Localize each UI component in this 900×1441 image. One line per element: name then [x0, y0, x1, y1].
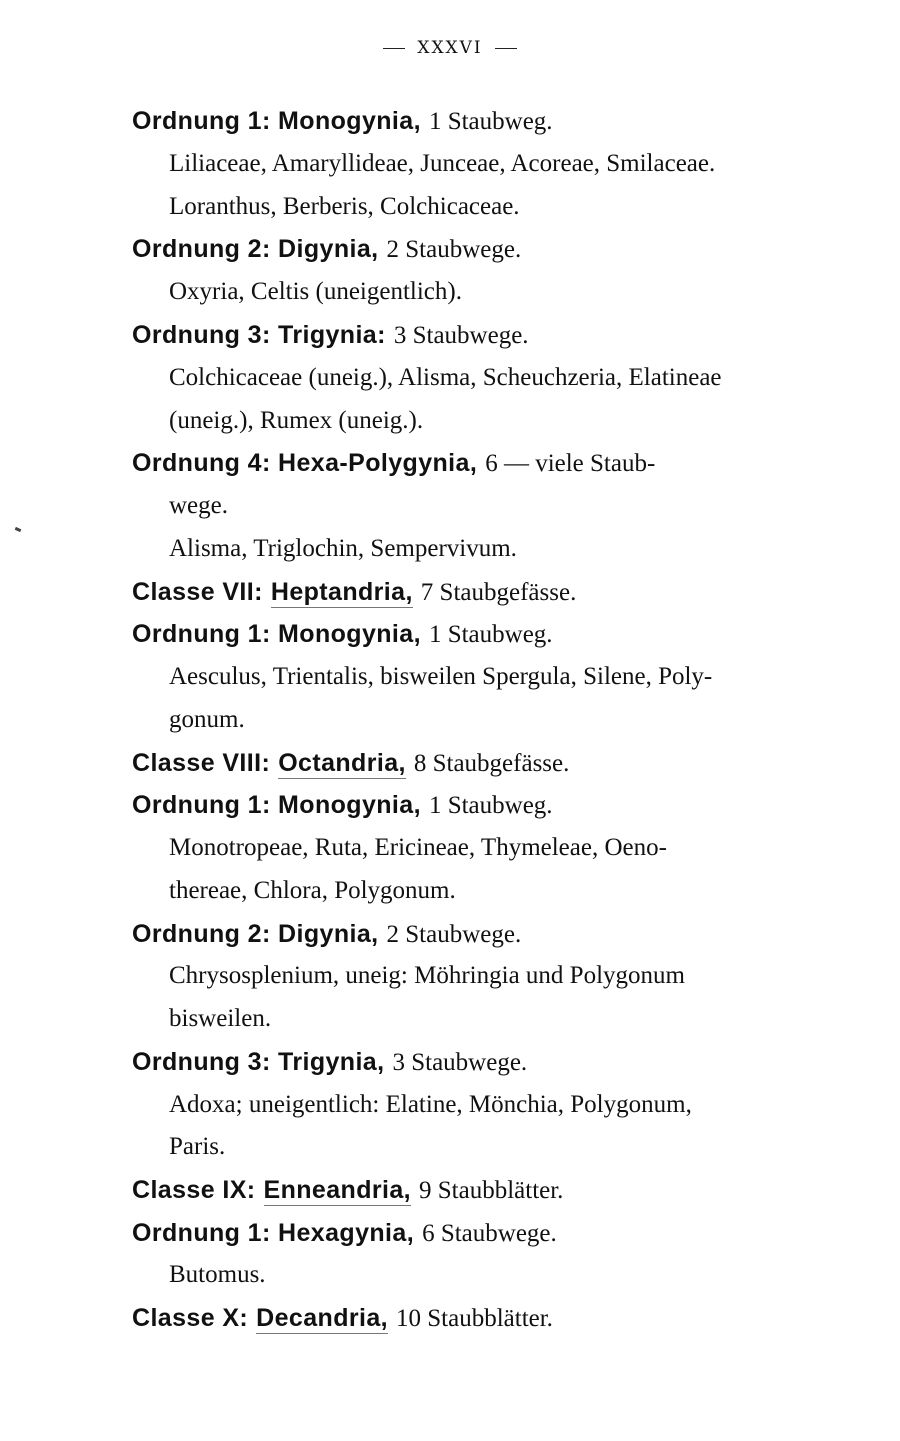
order-heading	[132, 618, 553, 651]
order-heading	[132, 918, 521, 951]
class-name: Octandria,	[278, 749, 406, 777]
class-label: Classe IX:	[132, 1176, 256, 1204]
class-description: 9 Staubblätter.	[419, 1177, 564, 1204]
genus-list-line: Liliaceae, Amaryllideae, Junceae, Acoreae, Smilaceae.	[169, 150, 716, 177]
header-dash-right	[495, 48, 517, 49]
class-name: Decandria,	[256, 1304, 389, 1332]
header-dash-left	[383, 48, 405, 49]
genus-list-line: Alisma, Triglochin, Sempervivum.	[169, 535, 517, 562]
class-heading	[132, 1174, 563, 1207]
genus-list-line: wege.	[169, 492, 228, 519]
order-label: Ordnung 1: Hexagynia,	[132, 1219, 415, 1247]
order-description: 1 Staubweg.	[428, 621, 553, 648]
order-description: 3 Staubwege.	[393, 322, 529, 349]
class-label: Classe X:	[132, 1304, 249, 1332]
genus-list-line: Monotropeae, Ruta, Ericineae, Thymeleae, Oeno-	[169, 834, 667, 861]
class-name: Enneandria,	[263, 1176, 412, 1204]
order-description: 1 Staubweg.	[428, 792, 553, 819]
order-label: Ordnung 3: Trigynia:	[132, 321, 386, 349]
page-header	[0, 38, 900, 58]
class-label: Classe VII:	[132, 578, 263, 606]
order-description: 3 Staubwege.	[392, 1049, 528, 1076]
order-label: Ordnung 1: Monogynia,	[132, 107, 421, 135]
class-heading	[132, 1302, 553, 1335]
genus-list-line: gonum.	[169, 706, 245, 733]
page-number: XXXVI	[417, 38, 483, 58]
order-heading	[132, 789, 553, 822]
genus-list-line: (uneig.), Rumex (uneig.).	[169, 407, 424, 434]
genus-list-line: Aesculus, Trientalis, bisweilen Spergula, Silene, Poly-	[169, 663, 713, 690]
genus-list-line: Loranthus, Berberis, Colchicaceae.	[169, 193, 520, 220]
genus-list-line: Butomus.	[169, 1261, 266, 1288]
class-description: 8 Staubgefässe.	[413, 750, 570, 777]
order-description: 1 Staubweg.	[428, 108, 553, 135]
order-label: Ordnung 4: Hexa-Polygynia,	[132, 449, 478, 477]
order-heading	[132, 233, 521, 266]
order-heading	[132, 447, 655, 480]
order-heading	[132, 1217, 557, 1250]
genus-list-line: bisweilen.	[169, 1005, 272, 1032]
genus-list-line: Colchicaceae (uneig.), Alisma, Scheuchzeria, Elatineae	[169, 364, 722, 391]
class-heading	[132, 747, 569, 780]
order-description: 6 — viele Staub-	[485, 450, 656, 477]
class-heading	[132, 576, 576, 609]
order-label: Ordnung 1: Monogynia,	[132, 620, 421, 648]
order-description: 6 Staubwege.	[422, 1220, 557, 1247]
genus-list-line: thereae, Chlora, Polygonum.	[169, 877, 456, 904]
order-label: Ordnung 2: Digynia,	[132, 235, 379, 263]
class-description: 7 Staubgefässe.	[420, 579, 577, 606]
class-description: 10 Staubblätter.	[396, 1305, 553, 1332]
order-heading	[132, 1046, 527, 1079]
class-label: Classe VIII:	[132, 749, 271, 777]
genus-list-line: Adoxa; uneigentlich: Elatine, Mönchia, Polygonum,	[169, 1091, 692, 1118]
order-description: 2 Staubwege.	[386, 236, 522, 263]
class-name: Heptandria,	[270, 578, 413, 606]
genus-list-line: Paris.	[169, 1133, 226, 1160]
margin-mark	[15, 527, 22, 532]
order-heading	[132, 105, 553, 138]
genus-list-line: Chrysosplenium, uneig: Möhringia und Polygonum	[169, 962, 685, 989]
genus-list-line: Oxyria, Celtis (uneigentlich).	[169, 278, 462, 305]
order-label: Ordnung 1: Monogynia,	[132, 791, 421, 819]
order-description: 2 Staubwege.	[386, 921, 522, 948]
order-heading	[132, 319, 529, 352]
order-label: Ordnung 2: Digynia,	[132, 920, 379, 948]
order-label: Ordnung 3: Trigynia,	[132, 1048, 385, 1076]
